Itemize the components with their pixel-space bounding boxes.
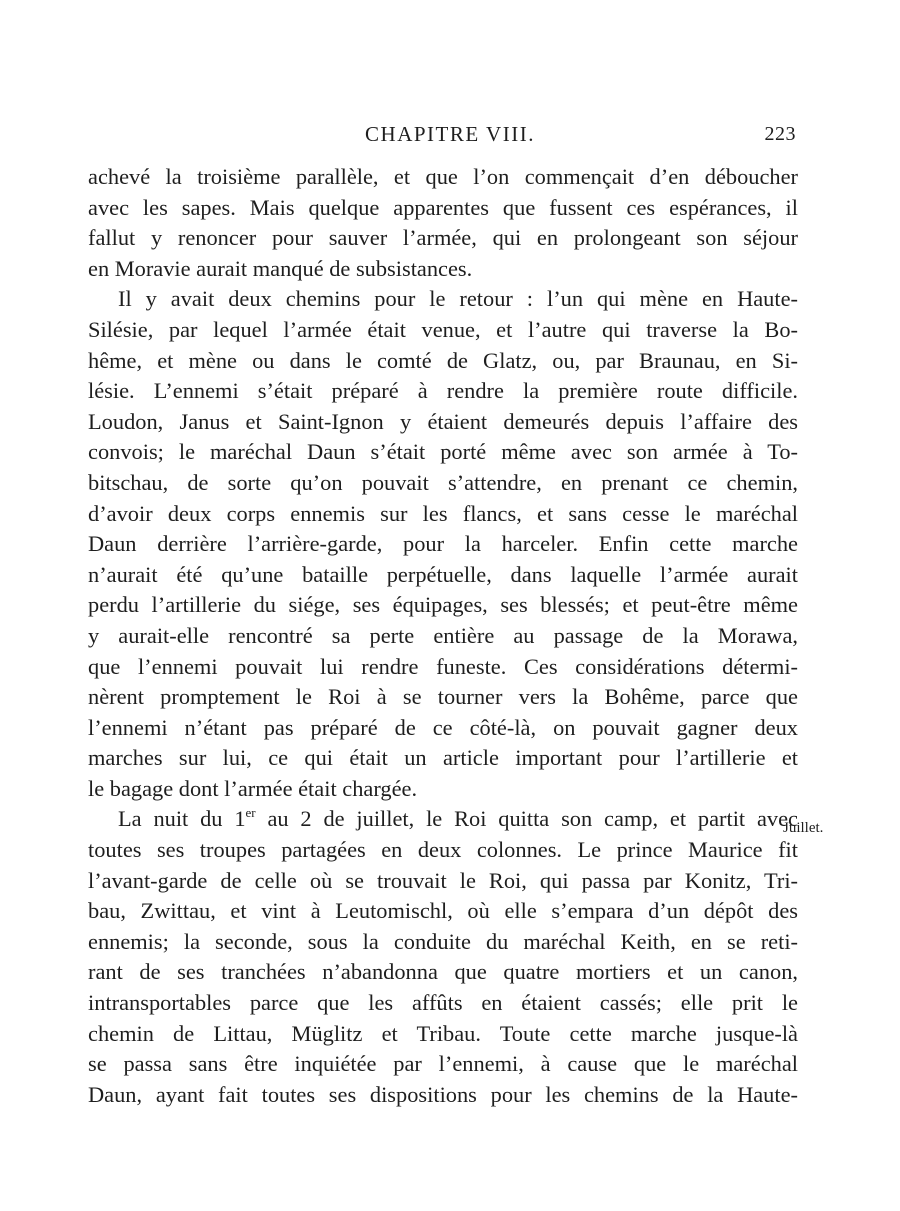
text-line: marches sur lui, ce qui était un article important pour l’artillerie et xyxy=(88,745,798,771)
text-line: que l’ennemi pouvait lui rendre funeste. Ces considérations détermi- xyxy=(88,653,798,679)
text-line: bau, Zwittau, et vint à Leutomischl, où elle s’empara d’un dépôt des xyxy=(88,898,798,924)
text-line: Loudon, Janus et Saint-Ignon y étaient demeurés depuis l’affaire des xyxy=(88,408,798,434)
text-line: fallut y renoncer pour sauver l’armée, qui en prolongeant son séjour xyxy=(88,225,798,251)
text-line: n’aurait été qu’une bataille perpétuelle, dans laquelle l’armée aurait xyxy=(88,561,798,587)
text-line: se passa sans être inquiétée par l’ennemi, à cause que le maréchal xyxy=(88,1051,798,1077)
text-line: lésie. L’ennemi s’était préparé à rendre la première route difficile. xyxy=(88,378,798,404)
text-line: achevé la troisième parallèle, et que l’on commençait d’en déboucher xyxy=(88,164,798,189)
body-text xyxy=(88,162,798,1110)
text-fragment: au 2 de juillet, le Roi quitta son camp, et partit avec xyxy=(255,806,798,832)
text-line: l’avant-garde de celle où se trouvait le Roi, qui passa par Konitz, Tri- xyxy=(88,867,798,893)
chapter-title: CHAPITRE VIII. xyxy=(365,122,535,146)
text-line: avec les sapes. Mais quelque apparentes que fussent ces espérances, il xyxy=(88,194,798,220)
text-line: convois; le maréchal Daun s’était porté même avec son armée à To- xyxy=(88,439,798,465)
running-head xyxy=(0,118,900,150)
text-fragment: La nuit du 1 xyxy=(118,806,246,832)
superscript: er xyxy=(245,805,256,821)
page-number: 223 xyxy=(764,123,796,145)
text-line xyxy=(88,804,798,835)
text-line: perdu l’artillerie du siége, ses équipages, ses blessés; et peut-être même xyxy=(88,592,798,618)
text-line: toutes ses troupes partagées en deux colonnes. Le prince Maurice fit xyxy=(88,837,798,863)
text-line: nèrent promptement le Roi à se tourner vers la Bohême, parce que xyxy=(88,684,798,710)
text-line: Daun derrière l’arrière-garde, pour la harceler. Enfin cette marche xyxy=(88,531,798,557)
text-line: Silésie, par lequel l’armée était venue, et l’autre qui traverse la Bo- xyxy=(88,316,798,342)
text-line: chemin de Littau, Müglitz et Tribau. Toute cette marche jusque-là xyxy=(88,1020,798,1046)
text-line: bitschau, de sorte qu’on pouvait s’attendre, en prenant ce chemin, xyxy=(88,469,798,495)
text-line: le bagage dont l’armée était chargée. xyxy=(88,775,418,801)
text-line: Daun, ayant fait toutes ses dispositions pour les chemins de la Haute- xyxy=(88,1081,798,1107)
text-line: ennemis; la seconde, sous la conduite du maréchal Keith, en se reti- xyxy=(88,928,798,954)
text-line: y aurait-elle rencontré sa perte entière au passage de la Morawa, xyxy=(88,622,798,648)
text-line: rant de ses tranchées n’abandonna que quatre mortiers et un canon, xyxy=(88,959,798,985)
text-line: en Moravie aurait manqué de subsistances. xyxy=(88,255,473,281)
margin-note: Juillet. xyxy=(783,820,824,836)
text-line: l’ennemi n’étant pas préparé de ce côté-là, on pouvait gagner deux xyxy=(88,714,798,740)
text-line: d’avoir deux corps ennemis sur les flancs, et sans cesse le maréchal xyxy=(88,500,798,526)
text-line: intransportables parce que les affûts en étaient cassés; elle prit le xyxy=(88,990,798,1016)
text-line: hême, et mène ou dans le comté de Glatz, ou, par Braunau, en Si- xyxy=(88,347,798,373)
text-line: Il y avait deux chemins pour le retour : l’un qui mène en Haute- xyxy=(118,286,798,312)
